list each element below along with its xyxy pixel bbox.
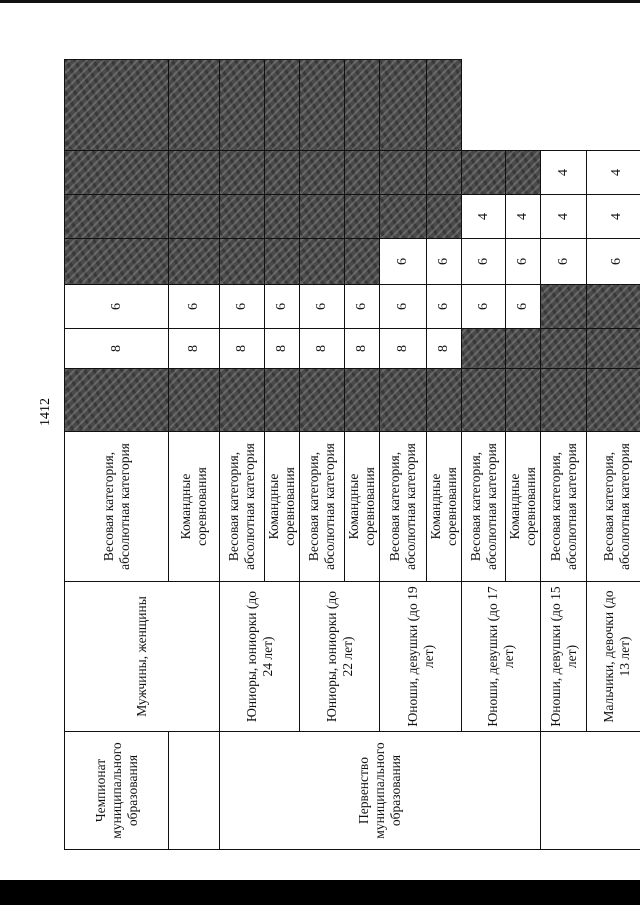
- shaded-cell: [265, 239, 300, 285]
- discipline-cell: Весовая категория, абсолютная категория: [220, 432, 265, 582]
- value-cell: 6: [380, 239, 427, 285]
- shaded-cell: [380, 195, 427, 239]
- top-border-line: [0, 0, 640, 3]
- shaded-cell: [300, 239, 345, 285]
- shaded-cell: [506, 151, 541, 195]
- page-number: 1412: [38, 398, 53, 426]
- table-row: [220, 60, 265, 850]
- shaded-cell: [427, 195, 462, 239]
- shaded-cell: [380, 369, 427, 432]
- table-row: [587, 60, 640, 850]
- value-cell: 6: [65, 285, 169, 329]
- discipline-cell: Весовая категория, абсолютная категория: [587, 432, 640, 582]
- table-row: [169, 60, 220, 850]
- value-cell: 8: [65, 329, 169, 369]
- group-cell: Юниоры, юниорки (до 24 лет): [220, 582, 300, 732]
- shaded-cell: [587, 329, 640, 369]
- table-row: [380, 60, 427, 850]
- shaded-cell: [220, 195, 265, 239]
- level-cell: [541, 732, 640, 850]
- shaded-cell: [427, 60, 462, 151]
- shaded-cell: [169, 151, 220, 195]
- shaded-cell: [345, 60, 380, 151]
- group-cell: Юноши, девушки (до 19 лет): [380, 582, 462, 732]
- value-cell: 6: [220, 285, 265, 329]
- value-cell: 8: [345, 329, 380, 369]
- shaded-cell: [462, 369, 506, 432]
- shaded-cell: [169, 369, 220, 432]
- value-cell: 8: [427, 329, 462, 369]
- shaded-cell: [65, 60, 169, 151]
- value-cell: 6: [345, 285, 380, 329]
- shaded-cell: [65, 369, 169, 432]
- table-row: [541, 60, 587, 850]
- shaded-cell: [265, 151, 300, 195]
- shaded-cell: [265, 60, 300, 151]
- shaded-cell: [65, 239, 169, 285]
- shaded-cell: [220, 369, 265, 432]
- shaded-cell: [220, 239, 265, 285]
- value-cell: 6: [300, 285, 345, 329]
- shaded-cell: [265, 369, 300, 432]
- value-cell: 6: [169, 285, 220, 329]
- value-cell: 4: [541, 151, 587, 195]
- discipline-cell: Командные соревнования: [427, 432, 462, 582]
- shaded-cell: [65, 151, 169, 195]
- value-cell: 6: [427, 285, 462, 329]
- value-cell: 6: [462, 285, 506, 329]
- table-row: [462, 60, 506, 850]
- shaded-cell: [380, 151, 427, 195]
- value-cell: 6: [587, 239, 640, 285]
- value-cell: 6: [506, 285, 541, 329]
- shaded-cell: [300, 60, 345, 151]
- shaded-cell: [220, 60, 265, 151]
- shaded-cell: [345, 195, 380, 239]
- discipline-cell: Весовая категория, абсолютная категория: [380, 432, 427, 582]
- rotated-table-container: [64, 60, 632, 850]
- group-cell: Мальчики, девочки (до 13 лет): [587, 582, 640, 732]
- shaded-cell: [300, 195, 345, 239]
- value-cell: 8: [220, 329, 265, 369]
- group-cell: Мужчины, женщины: [65, 582, 220, 732]
- value-cell: 4: [506, 195, 541, 239]
- shaded-cell: [265, 195, 300, 239]
- value-cell: 4: [462, 195, 506, 239]
- value-cell: 6: [506, 239, 541, 285]
- shaded-cell: [462, 151, 506, 195]
- value-cell: 6: [462, 239, 506, 285]
- discipline-cell: Командные соревнования: [169, 432, 220, 582]
- shaded-cell: [541, 329, 587, 369]
- shaded-cell: [541, 285, 587, 329]
- group-cell: Юниоры, юниорки (до 22 лет): [300, 582, 380, 732]
- value-cell: 8: [265, 329, 300, 369]
- level-cell: Первенство муниципального образования: [220, 732, 541, 850]
- shaded-cell: [380, 60, 427, 151]
- shaded-cell: [345, 239, 380, 285]
- value-cell: 4: [541, 195, 587, 239]
- shaded-cell: [300, 151, 345, 195]
- discipline-cell: Весовая категория, абсолютная категория: [300, 432, 345, 582]
- value-cell: 6: [265, 285, 300, 329]
- value-cell: 6: [380, 285, 427, 329]
- value-cell: 8: [300, 329, 345, 369]
- shaded-cell: [587, 369, 640, 432]
- group-cell: Юноши, девушки (до 17 лет): [462, 582, 541, 732]
- value-cell: 8: [169, 329, 220, 369]
- competition-table: [64, 59, 640, 850]
- shaded-cell: [541, 369, 587, 432]
- table-row: [65, 60, 169, 850]
- value-cell: 4: [587, 195, 640, 239]
- discipline-cell: Весовая категория, абсолютная категория: [462, 432, 506, 582]
- shaded-cell: [169, 195, 220, 239]
- shaded-cell: [300, 369, 345, 432]
- discipline-cell: Командные соревнования: [265, 432, 300, 582]
- level-cell: Чемпионат муниципального образования: [65, 732, 169, 850]
- shaded-cell: [345, 151, 380, 195]
- discipline-cell: Командные соревнования: [506, 432, 541, 582]
- discipline-cell: Командные соревнования: [345, 432, 380, 582]
- shaded-cell: [427, 151, 462, 195]
- level-cell: [169, 732, 220, 850]
- shaded-cell: [506, 329, 541, 369]
- shaded-cell: [462, 329, 506, 369]
- shaded-cell: [587, 285, 640, 329]
- value-cell: 4: [587, 151, 640, 195]
- value-cell: 8: [380, 329, 427, 369]
- shaded-cell: [169, 239, 220, 285]
- shaded-cell: [427, 369, 462, 432]
- shaded-cell: [345, 369, 380, 432]
- table-row: [300, 60, 345, 850]
- shaded-cell: [220, 151, 265, 195]
- scan-bottom-band: [0, 880, 640, 905]
- shaded-cell: [169, 60, 220, 151]
- group-cell: Юноши, девушки (до 15 лет): [541, 582, 587, 732]
- discipline-cell: Весовая категория, абсолютная категория: [65, 432, 169, 582]
- value-cell: 6: [541, 239, 587, 285]
- discipline-cell: Весовая категория, абсолютная категория: [541, 432, 587, 582]
- value-cell: 6: [427, 239, 462, 285]
- shaded-cell: [506, 369, 541, 432]
- shaded-cell: [65, 195, 169, 239]
